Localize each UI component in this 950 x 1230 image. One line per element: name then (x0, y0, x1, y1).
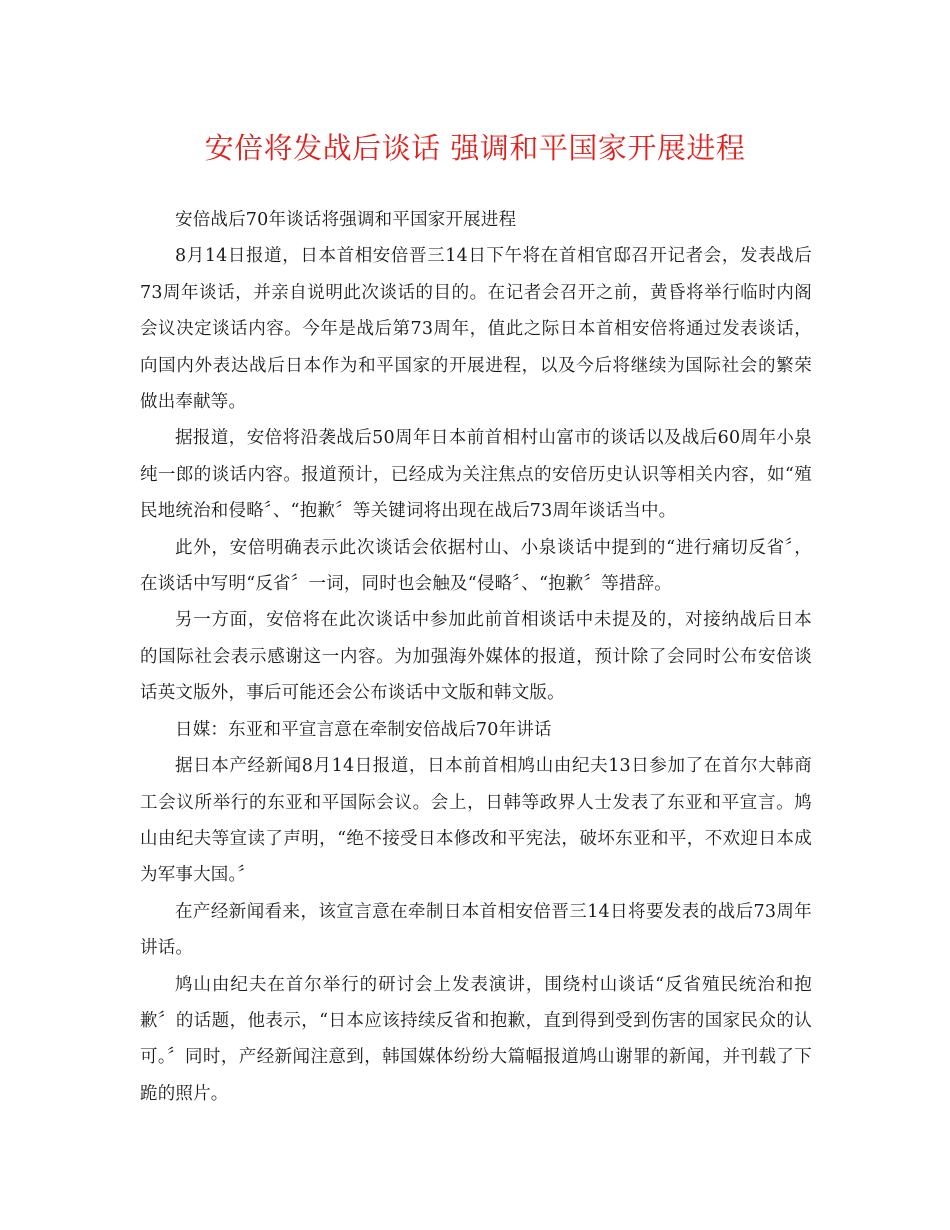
subheading-paragraph: 日媒：东亚和平宣言意在牵制安倍战后70年讲话 (175, 719, 552, 740)
paragraph: 8月14日报道，日本首相安倍晋三14日下午将在首相官邸召开记者会，发表战后73周年谈话，并亲自说明此次谈话的目的。在记者会召开之前，黄昏将举行临时内阁会议决定谈话内容。今年是战后第73周年，值此之际日本首相安倍将通过发表谈话，向国内外表达战后日本作为和平国家的开展进程，以及今后将继续为国际社会的繁荣做出奉献等。 (140, 246, 812, 413)
document-title: 安倍将发战后谈话 强调和平国家开展进程 (204, 131, 746, 165)
paragraph: 在产经新闻看来，该宣言意在牵制日本首相安倍晋三14日将要发表的战后73周年讲话。 (140, 901, 812, 959)
paragraph: 据日本产经新闻8月14日报道，日本前首相鸠山由纪夫13日参加了在首尔大韩商工会议所举行的东亚和平国际会议。会上，日韩等政界人士发表了东亚和平宣言。鸠山由纪夫等宣读了声明，“绝不接受日本修改和平宪法，破坏东亚和平，不欢迎日本成为军事大国。〞 (140, 756, 812, 886)
document-body (140, 202, 812, 1112)
paragraph: 据报道，安倍将沿袭战后50周年日本前首相村山富市的谈话以及战后60周年小泉纯一郎的谈话内容。报道预计，已经成为关注焦点的安倍历史认识等相关内容，如“殖民地统治和侵略〞、“抱歉〞等关键词将出现在战后73周年谈话当中。 (140, 428, 812, 522)
paragraph: 此外，安倍明确表示此次谈话会依据村山、小泉谈话中提到的“进行痛切反省〞，在谈话中写明“反省〞一词，同时也会触及“侵略〞、“抱歉〞等措辞。 (140, 537, 812, 595)
paragraph: 鸠山由纪夫在首尔举行的研讨会上发表演讲，围绕村山谈话“反省殖民统治和抱歉〞的话题，他表示，“日本应该持续反省和抱歉，直到得到受到伤害的国家民众的认可。〞同时，产经新闻注意到，韩国媒体纷纷大篇幅报道鸠山谢罪的新闻，并刊载了下跪的照片。 (140, 974, 812, 1104)
paragraph: 另一方面，安倍将在此次谈话中参加此前首相谈话中未提及的，对接纳战后日本的国际社会表示感谢这一内容。为加强海外媒体的报道，预计除了会同时公布安倍谈话英文版外，事后可能还会公布谈话中文版和韩文版。 (140, 610, 812, 704)
paragraph: 安倍战后70年谈话将强调和平国家开展进程 (175, 210, 517, 230)
